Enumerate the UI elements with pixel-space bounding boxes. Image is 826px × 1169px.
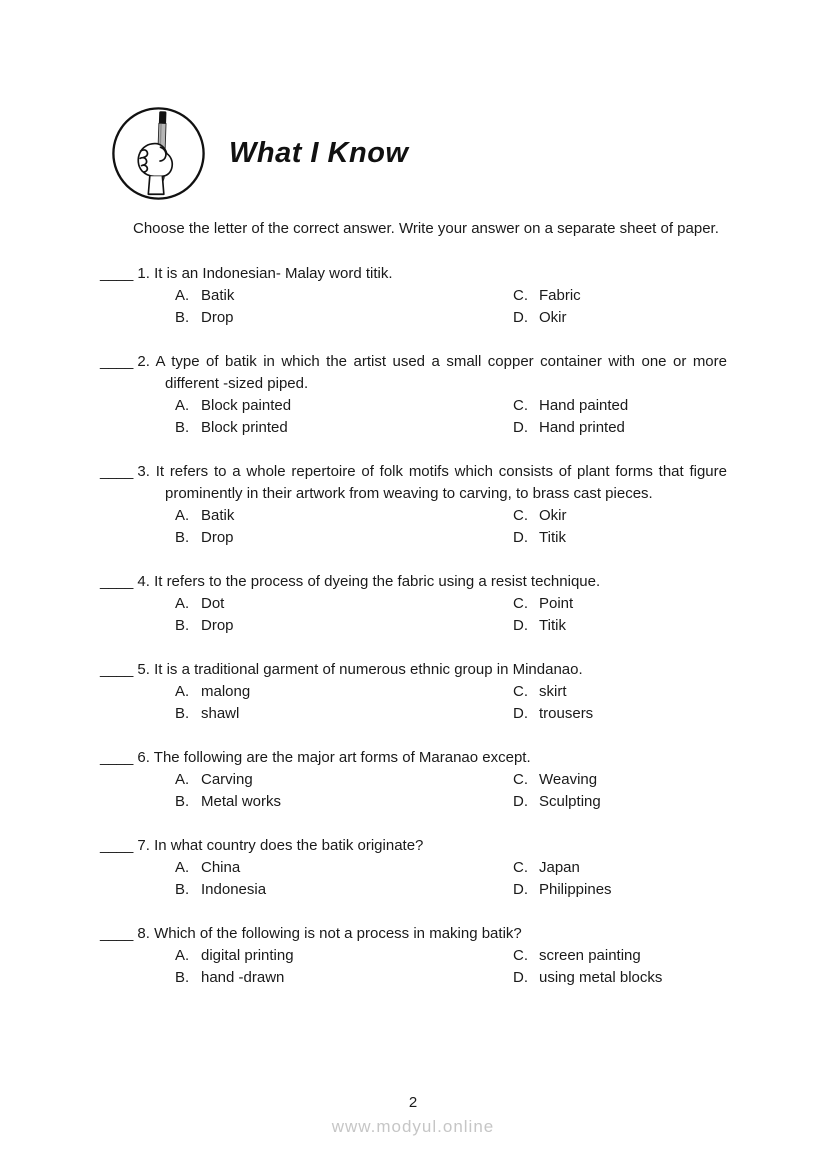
question-1: [100, 263, 727, 329]
page-title: What I Know: [229, 137, 409, 169]
hand-holding-pencil-icon: [110, 105, 207, 202]
instructions-text: Choose the letter of the correct answer. Write your answer on a separate sheet of paper.: [133, 220, 719, 237]
answer-blank: ____: [100, 925, 134, 942]
option-c: C. Fabric: [513, 287, 581, 304]
question-statement: It refers to a whole repertoire of folk motifs which consists of plant forms that figure prominently in their artwork from weaving to carving, to brass cast pieces.: [155, 463, 727, 502]
question-4: [100, 571, 727, 637]
section-header: [110, 104, 727, 202]
option-c: C. Weaving: [513, 771, 598, 788]
answer-blank: ____: [100, 265, 134, 282]
option-b: B. hand -drawn: [175, 969, 285, 986]
question-line: [100, 263, 727, 285]
option-d: D. Okir: [513, 309, 567, 326]
question-line: [100, 923, 727, 945]
question-number: 7.: [137, 837, 150, 854]
question-statement: Which of the following is not a process in making batik?: [154, 925, 522, 942]
question-line: [100, 351, 727, 395]
option-a: A. Block painted: [175, 397, 292, 414]
question-number: 4.: [137, 573, 150, 590]
option-c: C. Japan: [513, 859, 580, 876]
question-number: 5.: [137, 661, 150, 678]
question-line: [100, 747, 727, 769]
question-number: 3.: [137, 463, 150, 480]
question-line: [100, 659, 727, 681]
option-b: B. Indonesia: [175, 881, 267, 898]
question-3: [100, 461, 727, 549]
question-number: 2.: [137, 353, 150, 370]
option-c: C. Okir: [513, 507, 567, 524]
options-grid: [175, 285, 727, 329]
question-line: [100, 571, 727, 593]
question-statement: The following are the major art forms of Maranao except.: [153, 749, 531, 766]
question-6: [100, 747, 727, 813]
options-grid: [175, 681, 727, 725]
option-a: A. malong: [175, 683, 251, 700]
question-number: 8.: [137, 925, 150, 942]
option-d: D. trousers: [513, 705, 594, 722]
answer-blank: ____: [100, 837, 134, 854]
page-number: 2: [408, 1094, 418, 1111]
question-statement: It is a traditional garment of numerous ethnic group in Mindanao.: [154, 661, 583, 678]
option-d: D. using metal blocks: [513, 969, 663, 986]
option-d: D. Titik: [513, 529, 566, 546]
option-a: A. Batik: [175, 287, 235, 304]
answer-blank: ____: [100, 353, 134, 370]
question-5: [100, 659, 727, 725]
answer-blank: ____: [100, 749, 134, 766]
options-grid: [175, 593, 727, 637]
option-b: B. Drop: [175, 309, 234, 326]
question-line: [100, 835, 727, 857]
options-grid: [175, 395, 727, 439]
answer-blank: ____: [100, 573, 134, 590]
option-a: A. China: [175, 859, 241, 876]
option-d: D. Titik: [513, 617, 566, 634]
question-number: 1.: [137, 265, 150, 282]
question-2: [100, 351, 727, 439]
option-d: D. Philippines: [513, 881, 612, 898]
option-c: C. skirt: [513, 683, 567, 700]
answer-blank: ____: [100, 661, 134, 678]
option-a: A. digital printing: [175, 947, 294, 964]
option-c: C. Hand painted: [513, 397, 629, 414]
options-grid: [175, 769, 727, 813]
option-a: A. Batik: [175, 507, 235, 524]
question-8: [100, 923, 727, 989]
question-statement: It is an Indonesian- Malay word titik.: [154, 265, 393, 282]
option-b: B. Block printed: [175, 419, 288, 436]
question-statement: A type of batik in which the artist used a small copper container with one or more different -sized piped.: [155, 353, 727, 392]
page-footer: [0, 1092, 826, 1138]
option-c: C. Point: [513, 595, 574, 612]
watermark-text: www.modyul.online: [331, 1117, 495, 1136]
option-b: B. Drop: [175, 529, 234, 546]
option-a: A. Dot: [175, 595, 225, 612]
option-b: B. Metal works: [175, 793, 282, 810]
question-statement: It refers to the process of dyeing the fabric using a resist technique.: [154, 573, 601, 590]
option-c: C. screen painting: [513, 947, 641, 964]
option-b: B. shawl: [175, 705, 240, 722]
option-a: A. Carving: [175, 771, 253, 788]
answer-blank: ____: [100, 463, 134, 480]
options-grid: [175, 945, 727, 989]
option-b: B. Drop: [175, 617, 234, 634]
question-line: [100, 461, 727, 505]
question-7: [100, 835, 727, 901]
options-grid: [175, 857, 727, 901]
option-d: D. Hand printed: [513, 419, 625, 436]
question-number: 6.: [137, 749, 150, 766]
options-grid: [175, 505, 727, 549]
option-d: D. Sculpting: [513, 793, 601, 810]
question-statement: In what country does the batik originate?: [154, 837, 424, 854]
